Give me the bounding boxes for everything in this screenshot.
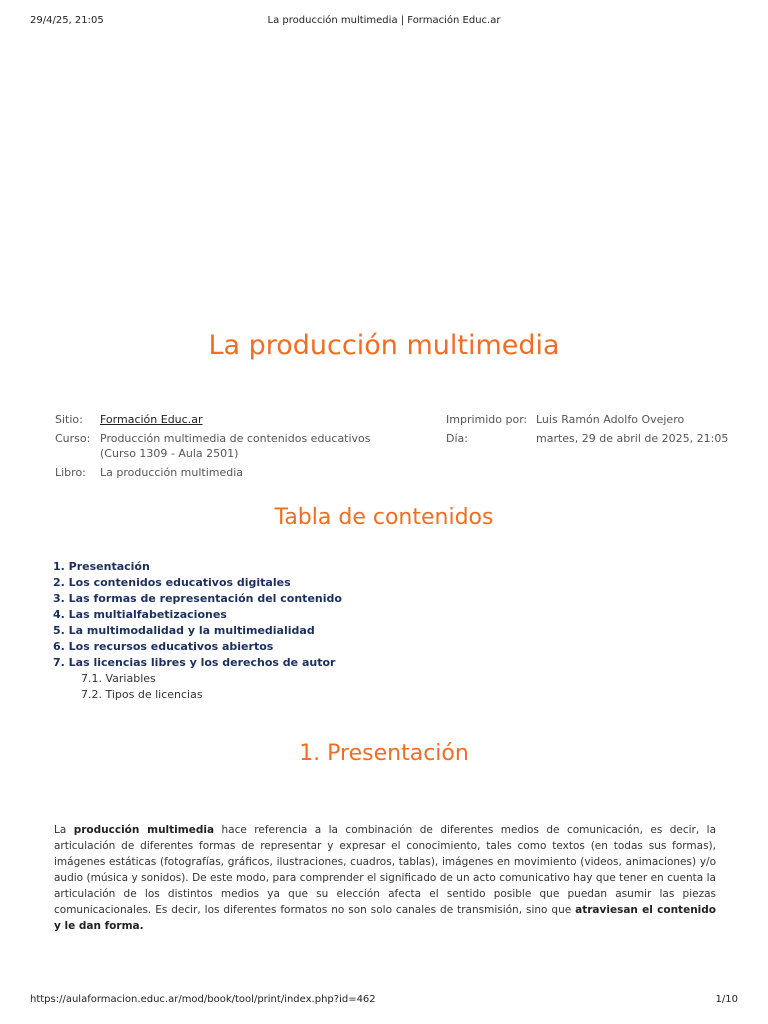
toc-subitem[interactable]: 7.1. Variables	[81, 672, 156, 685]
info-row-printed-by	[446, 412, 746, 427]
info-row-day	[446, 431, 746, 446]
print-day: martes, 29 de abril de 2025, 21:05	[536, 432, 729, 445]
paragraph-text: La	[54, 824, 74, 836]
printed-by-name: Luis Ramón Adolfo Ovejero	[536, 413, 685, 426]
print-footer	[30, 994, 738, 1008]
toc-item[interactable]: 6. Los recursos educativos abiertos	[53, 640, 274, 653]
print-date: 29/4/25, 21:05	[30, 15, 104, 26]
info-label: Día:	[446, 432, 468, 445]
toc-item[interactable]: 4. Las multialfabetizaciones	[53, 608, 227, 621]
toc-title: Tabla de contenidos	[274, 505, 494, 530]
toc-item[interactable]: 3. Las formas de representación del contenido	[53, 592, 342, 605]
toc-subitem[interactable]: 7.2. Tipos de licencias	[81, 688, 203, 701]
info-row-site	[55, 412, 385, 427]
paragraph-bold-text: atraviesan el contenido y le dan forma.	[54, 904, 716, 932]
info-row-book	[55, 465, 385, 480]
book-info-left	[55, 412, 385, 484]
table-of-contents	[53, 559, 342, 703]
print-header	[30, 15, 738, 29]
book-info-right	[446, 412, 746, 450]
info-label: Curso:	[55, 432, 91, 445]
book-name: La producción multimedia	[100, 466, 244, 479]
site-link[interactable]: Formación Educ.ar	[100, 413, 203, 426]
info-row-course	[55, 431, 385, 461]
paragraph-bold-text: producción multimedia	[73, 824, 215, 836]
print-page-title: La producción multimedia | Formación Educ.ar	[267, 15, 501, 26]
info-label: Sitio:	[55, 413, 83, 426]
course-name: Producción multimedia de contenidos educativos (Curso 1309 - Aula 2501)	[100, 432, 371, 460]
print-url: https://aulaformacion.educ.ar/mod/book/tool/print/index.php?id=462	[30, 994, 376, 1005]
paragraph-text: hace referencia a la combinación de diferentes medios de comunicación, es decir, la articulación de diferentes formas de representar y expresar el conocimiento, tales como textos (en todas sus formas), imágenes estáticas (fotografías, gráficos, ilustraciones, cuadros, tablas), imágenes en movimiento (videos, animaciones) y/o audio (música y sonidos). De este modo, para comprender el significado de un acto comunicativo hay que tener en cuenta la articulación de los distintos medios ya que su elección afecta el sentido posible que puedan asumir las piezas comunicacionales. Es decir, los diferentes formatos no son solo canales de transmisión, sino que	[54, 824, 717, 916]
toc-item[interactable]: 1. Presentación	[53, 560, 150, 573]
toc-item[interactable]: 2. Los contenidos educativos digitales	[53, 576, 291, 589]
section-paragraph	[54, 822, 716, 934]
book-title: La producción multimedia	[208, 330, 560, 361]
toc-item[interactable]: 7. Las licencias libres y los derechos de autor	[53, 656, 336, 669]
page-number: 1/10	[715, 994, 738, 1005]
section-title: 1. Presentación	[299, 741, 469, 766]
info-label: Libro:	[55, 466, 86, 479]
info-label: Imprimido por:	[446, 413, 528, 426]
toc-item[interactable]: 5. La multimodalidad y la multimedialidad	[53, 624, 315, 637]
